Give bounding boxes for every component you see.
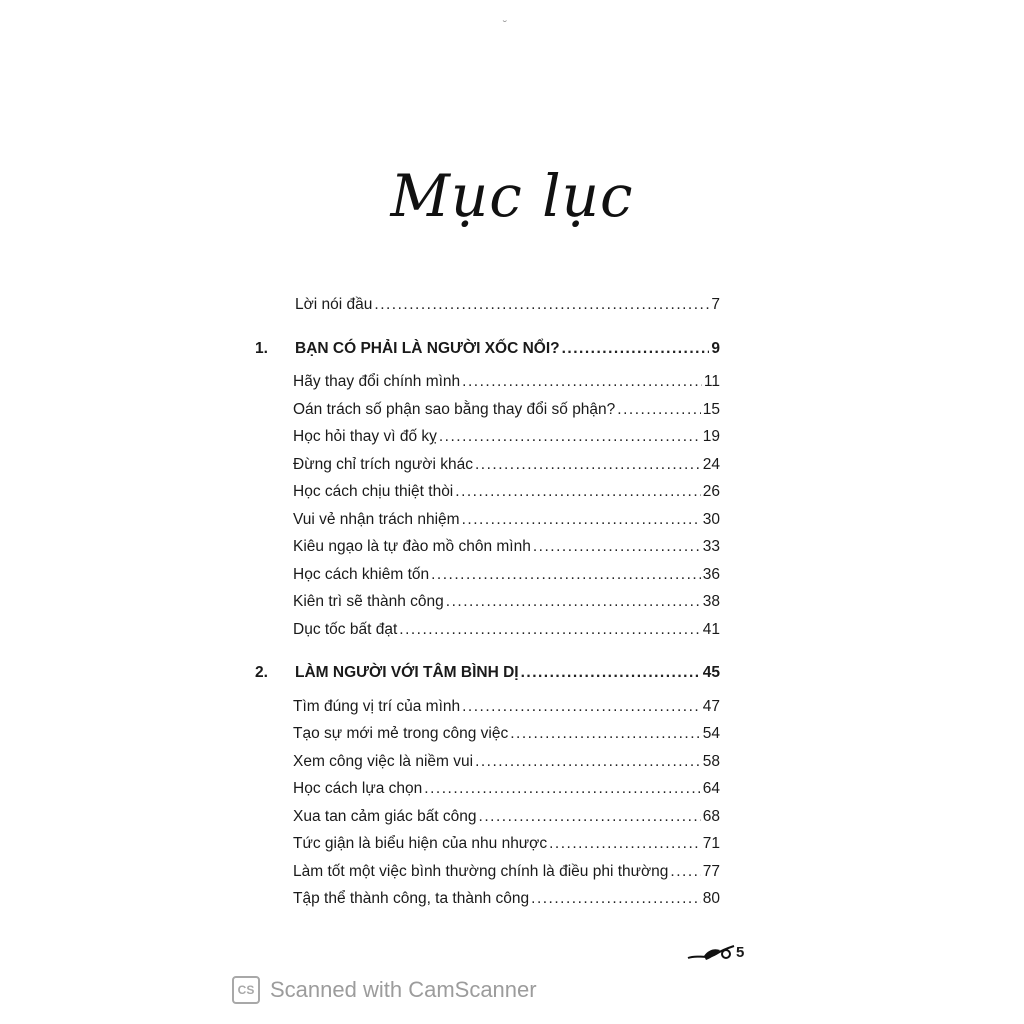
toc-page-number: 58 <box>702 752 720 770</box>
dot-leader <box>399 621 700 639</box>
toc-page-number: 33 <box>702 538 720 555</box>
toc-row <box>255 780 720 808</box>
dot-leader <box>431 566 701 584</box>
toc-page-number: 24 <box>702 455 720 473</box>
camscanner-logo: CS <box>232 976 260 1004</box>
chapter-number: 1. <box>255 339 268 357</box>
toc-row <box>255 621 720 649</box>
toc-row <box>255 835 720 863</box>
dot-leader <box>455 483 700 501</box>
dot-leader <box>549 835 701 853</box>
toc-entry-title: Tìm đúng vị trí của mình <box>293 697 461 715</box>
dot-leader <box>439 428 701 446</box>
toc-page-number: 41 <box>702 620 720 638</box>
scan-speck: ˘ <box>503 18 507 32</box>
toc-entry-title: Tập thể thành công, ta thành công <box>293 890 530 907</box>
toc-row <box>255 863 720 891</box>
toc-page-number: 19 <box>702 428 720 445</box>
toc-row <box>255 456 720 484</box>
toc-entry-title: Dục tốc bất đạt <box>293 620 398 638</box>
toc-entry-title: LÀM NGƯỜI VỚI TÂM BÌNH DỊ <box>295 664 519 681</box>
toc-entry-title: Xua tan cảm giác bất công <box>293 807 477 825</box>
dot-leader <box>374 296 709 314</box>
toc-entry-title: Học cách lựa chọn <box>293 780 423 797</box>
toc-row <box>255 296 720 324</box>
toc-page-number: 9 <box>711 339 720 357</box>
dot-leader <box>462 511 701 529</box>
dot-leader <box>531 890 701 908</box>
dot-leader <box>479 808 701 826</box>
toc-entry-title: Vui vẻ nhận trách nhiệm <box>293 510 460 528</box>
dot-leader <box>475 753 701 771</box>
toc-page-number: 71 <box>702 835 720 852</box>
toc-chapter-row <box>255 664 720 692</box>
toc-entry-title: Tạo sự mới mẻ trong công việc <box>293 725 509 742</box>
toc-entry-title: Hãy thay đổi chính mình <box>293 373 461 390</box>
toc-page-number: 47 <box>702 697 720 715</box>
dot-leader <box>521 664 701 682</box>
toc-entry-title: Tức giận là biểu hiện của nhu nhược <box>293 835 548 852</box>
dot-leader <box>462 698 701 716</box>
dot-leader <box>510 725 701 743</box>
toc-row <box>255 401 720 429</box>
toc-row <box>255 808 720 836</box>
dot-leader <box>475 456 701 474</box>
page-title: Mục lục <box>390 162 634 230</box>
table-of-contents <box>255 296 720 918</box>
toc-page-number: 80 <box>702 890 720 907</box>
toc-entry-title: Xem công việc là niềm vui <box>293 752 474 770</box>
toc-row <box>255 698 720 726</box>
toc-page-number: 38 <box>702 593 720 610</box>
toc-row <box>255 725 720 753</box>
dot-leader <box>617 401 700 419</box>
toc-row <box>255 428 720 456</box>
toc-entry-title: Làm tốt một việc bình thường chính là điều phi thường <box>293 862 669 880</box>
toc-page-number: 68 <box>702 807 720 825</box>
toc-entry-title: Lời nói đầu <box>295 296 373 313</box>
dot-leader <box>670 863 700 881</box>
toc-entry-title: Học cách chịu thiệt thòi <box>293 483 454 500</box>
page-number: 5 <box>736 944 745 961</box>
dot-leader <box>533 538 701 556</box>
toc-row <box>255 593 720 621</box>
toc-entry-title: BẠN CÓ PHẢI LÀ NGƯỜI XỐC NỔI? <box>295 339 560 357</box>
toc-page-number: 54 <box>702 725 720 742</box>
toc-row <box>255 373 720 401</box>
dot-leader <box>462 373 702 391</box>
chapter-number: 2. <box>255 664 268 681</box>
toc-page-number: 30 <box>702 510 720 528</box>
scanner-watermark <box>232 976 537 1004</box>
toc-entry-title: Kiêu ngạo là tự đào mồ chôn mình <box>293 538 531 555</box>
toc-page-number: 15 <box>702 400 720 418</box>
toc-entry-title: Học cách khiêm tốn <box>293 565 430 583</box>
dot-leader <box>562 340 710 358</box>
toc-entry-title: Oán trách số phận sao bằng thay đổi số phận? <box>293 400 616 418</box>
toc-row <box>255 511 720 539</box>
toc-row <box>255 483 720 511</box>
toc-row <box>255 753 720 781</box>
toc-row <box>255 890 720 918</box>
toc-row <box>255 566 720 594</box>
toc-entry-title: Học hỏi thay vì đố kỵ <box>293 428 437 445</box>
toc-entry-title: Kiên trì sẽ thành công <box>293 593 444 610</box>
toc-page-number: 64 <box>702 780 720 797</box>
toc-page-number: 11 <box>703 373 720 390</box>
toc-chapter-row <box>255 340 720 368</box>
toc-page-number: 7 <box>711 296 720 313</box>
toc-page-number: 77 <box>702 862 720 880</box>
dot-leader <box>424 780 700 798</box>
toc-page-number: 45 <box>702 664 720 681</box>
watermark-text: Scanned with CamScanner <box>270 977 537 1002</box>
toc-entry-title: Đừng chỉ trích người khác <box>293 455 473 473</box>
dot-leader <box>446 593 701 611</box>
toc-row <box>255 538 720 566</box>
toc-page-number: 36 <box>702 565 720 583</box>
toc-page-number: 26 <box>702 483 720 500</box>
